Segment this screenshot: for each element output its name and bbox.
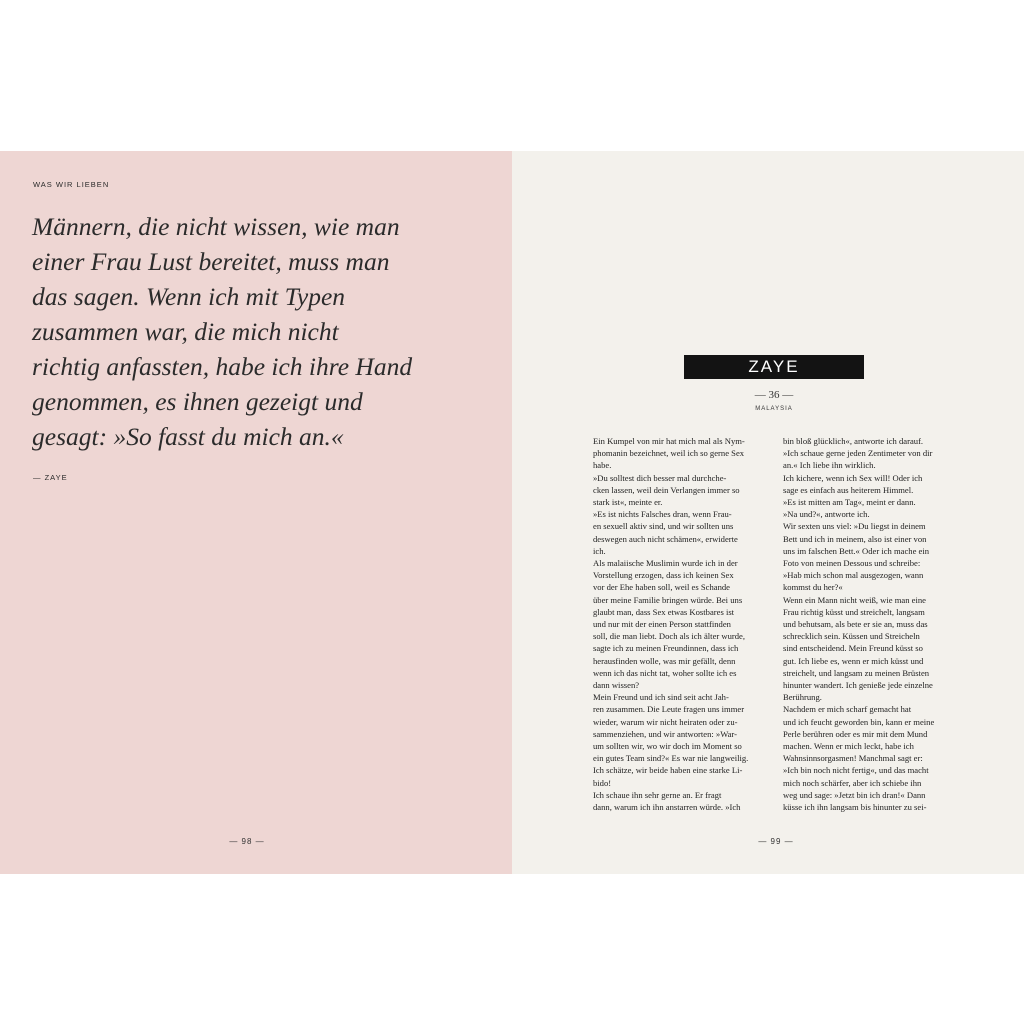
quote-attribution: — ZAYE <box>33 473 68 482</box>
text-line: en sexuell aktiv sind, und wir sollten uns <box>593 521 734 532</box>
text-line: Wahnsinnsorgasmen! Manchmal sagt er: <box>783 753 923 764</box>
text-line: deswegen auch nicht schämen«, erwiderte <box>593 533 738 544</box>
running-head: WAS WIR LIEBEN <box>33 180 110 189</box>
text-line: über meine Familie bringen würde. Bei uns <box>593 594 743 605</box>
text-line: ren zusammen. Die Leute fragen uns immer <box>593 704 745 715</box>
text-line: »Na und?«, antworte ich. <box>783 509 870 520</box>
text-line: wenn ich das nicht tat, woher sollte ich es <box>593 667 737 678</box>
profile-name-banner: ZAYE <box>684 355 864 379</box>
text-line: ich. <box>593 545 606 556</box>
text-line: Ich schaue ihn sehr gerne an. Er fragt <box>593 789 722 800</box>
text-line: »Es ist nichts Falsches dran, wenn Frau- <box>593 509 732 520</box>
text-line: bin bloß glücklich«, antworte ich darauf. <box>783 436 924 446</box>
text-line: Ich schätze, wir beide haben eine starke Li- <box>593 765 743 776</box>
body-column-2 <box>783 435 956 813</box>
quote-line: zusammen war, die mich nicht <box>32 317 339 346</box>
text-line: gut. Ich liebe es, wenn er mich küsst und <box>783 655 924 666</box>
text-line: machen. Wenn er mich leckt, habe ich <box>783 741 914 752</box>
body-column-1 <box>593 435 766 813</box>
text-line: Nachdem er mich scharf gemacht hat <box>783 704 912 715</box>
text-line: sage es einfach aus heiterem Himmel. <box>783 484 914 495</box>
text-line: Vorstellung erzogen, dass ich keinen Sex <box>593 570 734 581</box>
book-spread <box>0 151 1024 874</box>
text-line: soll, die man liebt. Doch als ich älter wurde, <box>593 631 746 642</box>
text-line: streichelt, und langsam zu meinen Brüsten <box>783 667 930 678</box>
text-line: Bett und ich in meinem, also ist einer von <box>783 533 927 544</box>
page-number-right: — 99 — <box>758 837 794 846</box>
pull-quote <box>32 209 482 454</box>
text-line: Mein Freund und ich sind seit acht Jah- <box>593 692 729 703</box>
quote-line: einer Frau Lust bereitet, muss man <box>32 247 390 276</box>
quote-line: das sagen. Wenn ich mit Typen <box>32 282 346 311</box>
text-line: habe. <box>593 460 612 471</box>
text-line: mich noch schärfer, aber ich schiebe ihn <box>783 777 922 788</box>
text-line: ein gutes Team sind?« Es war nie langweilig. <box>593 753 749 764</box>
text-line: an.« Ich liebe ihn wirklich. <box>783 460 876 471</box>
text-line: Ein Kumpel von mir hat mich mal als Nym- <box>593 436 745 446</box>
text-line: sammenziehen, und wir antworten: »War- <box>593 728 737 739</box>
text-line: küsse ich ihn langsam bis hinunter zu sei- <box>783 802 927 813</box>
text-line: Frau richtig küsst und streichelt, langsam <box>783 606 925 617</box>
quote-line: Männern, die nicht wissen, wie man <box>32 212 400 241</box>
text-line: glaubt man, dass Sex etwas Kostbares ist <box>593 606 735 617</box>
text-line: »Ich bin noch nicht fertig«, und das macht <box>783 765 929 776</box>
text-line: »Hab mich schon mal ausgezogen, wann <box>783 570 924 581</box>
text-line: stark ist«, meinte er. <box>593 497 663 508</box>
text-line: wieder, warum wir nicht heiraten oder zu- <box>593 716 738 727</box>
text-line: »Du solltest dich besser mal durchche- <box>593 472 727 483</box>
text-line: »Es ist mitten am Tag«, meint er dann. <box>783 497 916 508</box>
text-line: vor der Ehe haben soll, weil es Schande <box>593 582 730 593</box>
text-line: hinunter wandert. Ich genieße jede einzelne <box>783 680 933 691</box>
profile-country: MALAYSIA <box>755 406 793 412</box>
quote-line: gesagt: »So fasst du mich an.« <box>32 422 344 451</box>
text-line: und ich feucht geworden bin, kann er meine <box>783 716 935 727</box>
text-line: cken lassen, weil dein Verlangen immer so <box>593 484 740 495</box>
text-line: uns im falschen Bett.« Oder ich mache ein <box>783 545 930 556</box>
text-line: und nur mit der einen Person stattfinden <box>593 619 731 630</box>
profile-age: — 36 — <box>754 389 794 401</box>
text-line: phomanin bezeichnet, weil ich so gerne Sex <box>593 448 745 459</box>
quote-line: genommen, es ihnen gezeigt und <box>32 387 363 416</box>
text-line: weg und sage: »Jetzt bin ich dran!« Dann <box>783 789 926 800</box>
text-line: Als malaiische Muslimin wurde ich in der <box>593 558 738 569</box>
text-line: »Ich schaue gerne jeden Zentimeter von dir <box>783 448 933 459</box>
text-line: sagte ich zu meinen Freundinnen, dass ich <box>593 643 739 654</box>
text-line: Wir sexten uns viel: »Du liegst in deinem <box>783 521 926 532</box>
text-line: kommst du her?« <box>783 582 843 593</box>
text-line: und behutsam, als bete er sie an, muss das <box>783 619 928 630</box>
text-line: dann, warum ich ihn anstarren würde. »Ich <box>593 802 741 813</box>
text-line: Wenn ein Mann nicht weiß, wie man eine <box>783 594 926 605</box>
text-line: dann wissen? <box>593 680 640 691</box>
text-line: herausfinden wolle, was mir gefällt, denn <box>593 655 736 666</box>
text-line: bido! <box>593 777 612 788</box>
text-line: um sollten wir, wo wir doch im Moment so <box>593 741 742 752</box>
text-line: Perle berühren oder es mir mit dem Mund <box>783 728 928 739</box>
right-page <box>512 151 1024 874</box>
left-page <box>0 151 512 874</box>
quote-line: richtig anfassten, habe ich ihre Hand <box>32 352 413 381</box>
page-number-left: — 98 — <box>229 837 265 846</box>
text-line: sind entscheidend. Mein Freund küsst so <box>783 643 923 654</box>
text-line: schrecklich sein. Küssen und Streicheln <box>783 631 920 642</box>
text-line: Berührung. <box>783 692 822 703</box>
text-line: Foto von meinen Dessous und schreibe: <box>783 558 921 569</box>
text-line: Ich kichere, wenn ich Sex will! Oder ich <box>783 472 923 483</box>
